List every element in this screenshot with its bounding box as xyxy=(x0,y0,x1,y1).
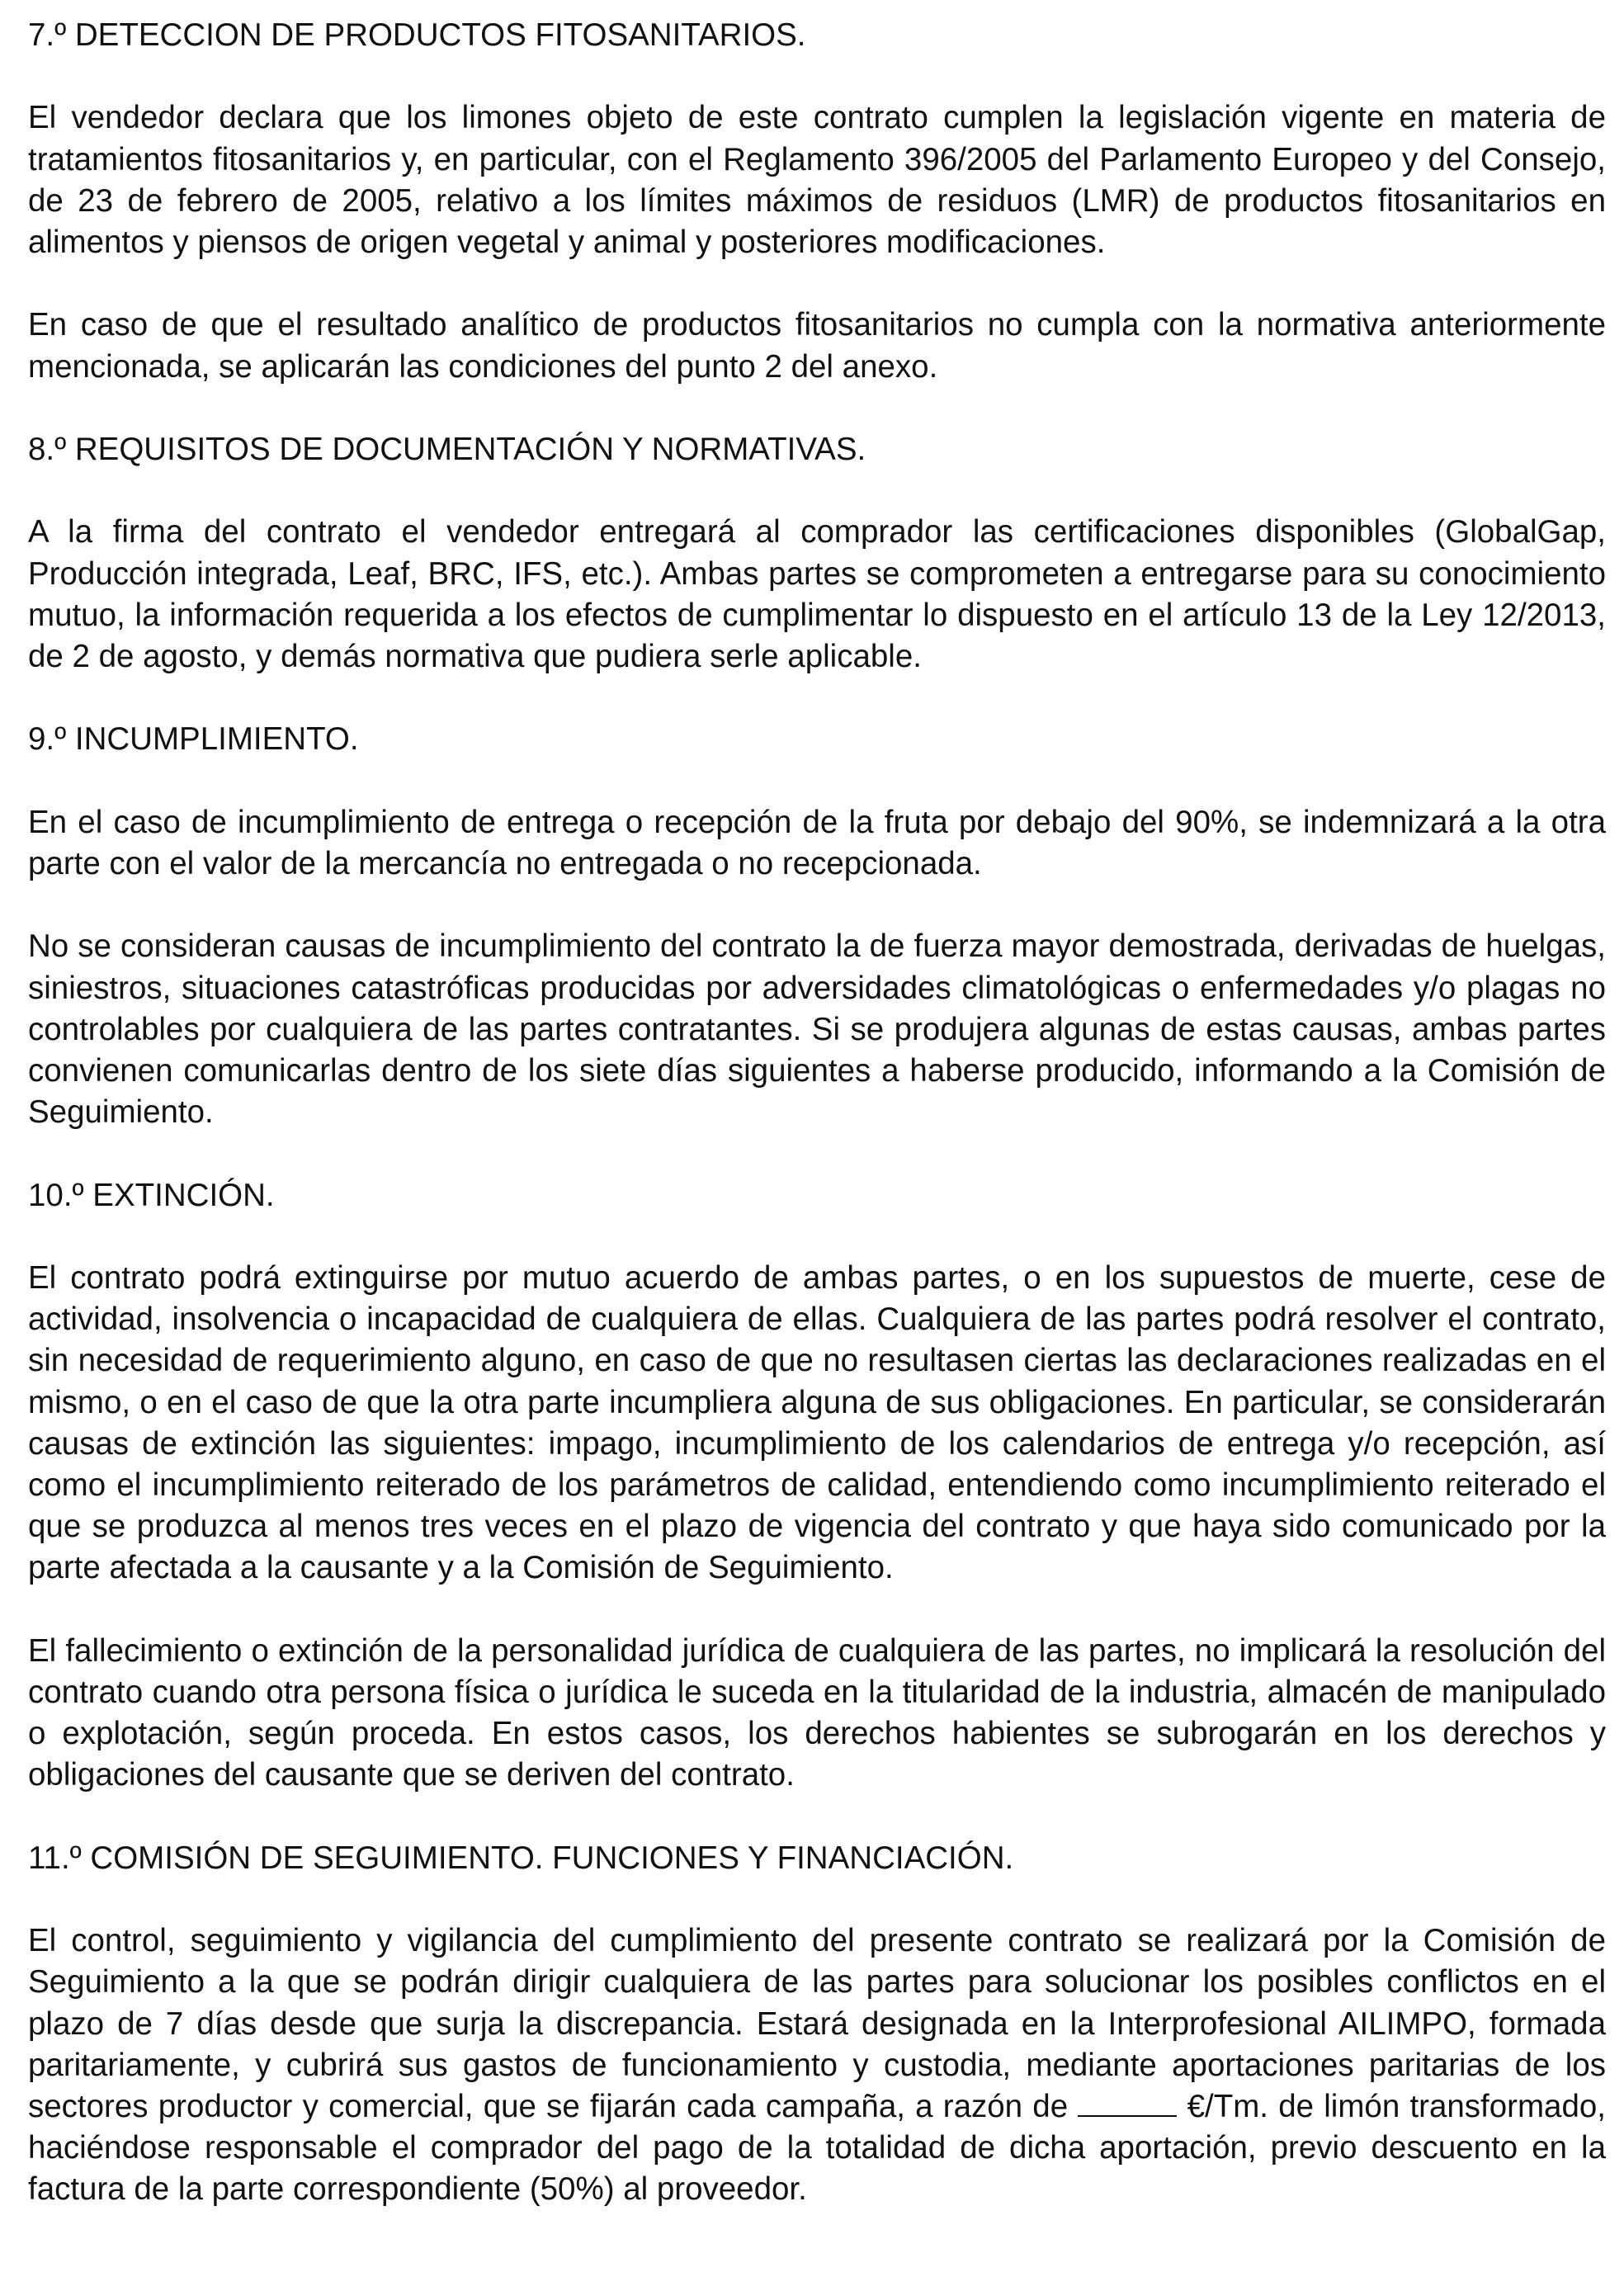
fee-text-before-blank: El control, seguimiento y vigilancia del cumplimiento del presente contrato se realizará por la Comisión de Seguimiento a la que se podrán dirigir cualquiera de las partes para solucionar los posibles conflictos en el plazo de 7 días desde que surja la discrepancia. Estará designada en la Interprofesional AILIMPO, formada paritariamente, y cubrirá sus gastos de funcionamiento y custodia, mediante aportaciones paritarias de los sectores productor y comercial, que se fijarán cada campaña, a razón de xyxy=(28,1923,1606,2124)
section-11-heading: 11.º COMISIÓN DE SEGUIMIENTO. FUNCIONES Y FINANCIACIÓN. xyxy=(28,1840,1014,1876)
section-8-heading: 8.º REQUISITOS DE DOCUMENTACIÓN Y NORMATIVAS. xyxy=(28,431,866,467)
contract-document-page xyxy=(28,15,1606,2211)
section-8-paragraph-1: A la firma del contrato el vendedor entregará al comprador las certificaciones disponibles (GlobalGap, Producción integrada, Leaf, BRC, IFS, etc.). Ambas partes se comprometen a entregarse para su conocimiento mutuo, la información requerida a los efectos de cumplimentar lo dispuesto en el artículo 13 de la Ley 12/2013, de 2 de agosto, y demás normativa que pudiera serle aplicable. xyxy=(28,514,1606,674)
section-7-paragraph-1: El vendedor declara que los limones objeto de este contrato cumplen la legislación vigente en materia de tratamientos fitosanitarios y, en particular, con el Reglamento 396/2005 del Parlamento Europeo y del Consejo, de 23 de febrero de 2005, relativo a los límites máximos de residuos (LMR) de productos fitosanitarios en alimentos y piensos de origen vegetal y animal y posteriores modificaciones. xyxy=(28,100,1606,260)
fee-amount-blank xyxy=(1078,2090,1177,2117)
section-10-heading: 10.º EXTINCIÓN. xyxy=(28,1177,275,1213)
section-9-heading: 9.º INCUMPLIMIENTO. xyxy=(28,721,359,758)
section-9-paragraph-2: No se consideran causas de incumplimiento del contrato la de fuerza mayor demostrada, derivadas de huelgas, siniestros, situaciones catastróficas producidas por adversidades climatológicas o enfermedades y/o plagas no controlables por cualquiera de las partes contratantes. Si se produjera algunas de estas causas, ambas partes convienen comunicarlas dentro de los siete días siguientes a haberse producido, informando a la Comisión de Seguimiento. xyxy=(28,928,1606,1131)
fee-text-after-blank: €/Tm. de limón transformado, haciéndose responsable el comprador del pago de la totalidad de dicha aportación, previo descuento en la factura de la parte correspondiente (50%) al proveedor. xyxy=(28,2088,1606,2208)
section-9-paragraph-1: En el caso de incumplimiento de entrega o recepción de la fruta por debajo del 90%, se indemnizará a la otra parte con el valor de la mercancía no entregada o no recepcionada. xyxy=(28,804,1606,881)
section-11-paragraph-1 xyxy=(28,1920,1606,2210)
section-10-paragraph-1: El contrato podrá extinguirse por mutuo acuerdo de ambas partes, o en los supuestos de muerte, cese de actividad, insolvencia o incapacidad de cualquiera de ellas. Cualquiera de las partes podrá resolver el contrato, sin necesidad de requerimiento alguno, en caso de que no resultasen ciertas las declaraciones realizadas en el mismo, o en el caso de que la otra parte incumpliera alguna de sus obligaciones. En particular, se considerarán causas de extinción las siguientes: impago, incumplimiento de los calendarios de entrega y/o recepción, así como el incumplimiento reiterado de los parámetros de calidad, entendiendo como incumplimiento reiterado el que se produzca al menos tres veces en el plazo de vigencia del contrato y que haya sido comunicado por la parte afectada a la causante y a la Comisión de Seguimiento. xyxy=(28,1259,1606,1586)
section-7-heading: 7.º DETECCION DE PRODUCTOS FITOSANITARIOS. xyxy=(28,17,806,53)
section-10-paragraph-2: El fallecimiento o extinción de la personalidad jurídica de cualquiera de las partes, no implicará la resolución del contrato cuando otra persona física o jurídica le suceda en la titularidad de la industria, almacén de manipulado o explotación, según proceda. En estos casos, los derechos habientes se subrogarán en los derechos y obligaciones del causante que se deriven del contrato. xyxy=(28,1632,1606,1793)
section-7-paragraph-2: En caso de que el resultado analítico de productos fitosanitarios no cumpla con la normativa anteriormente mencionada, se aplicarán las condiciones del punto 2 del anexo. xyxy=(28,307,1606,385)
